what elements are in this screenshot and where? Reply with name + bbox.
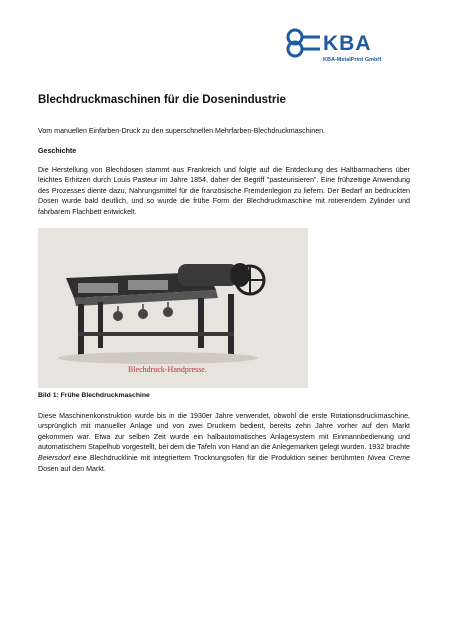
paragraph-development-text-b: eine Blechdrucklinie mit integriertem Trocknungsofen für die Produktion seiner berühmten — [70, 453, 368, 462]
hand-press-illustration-icon — [38, 228, 308, 388]
paragraph-development — [38, 411, 410, 475]
figure-early-press — [38, 228, 308, 388]
kba-logo — [285, 28, 410, 70]
paragraph-development-text-c: Dosen auf den Markt. — [38, 464, 106, 473]
logo-subtitle: KBA-MetalPrint GmbH — [323, 57, 382, 63]
section-heading: Geschichte — [38, 146, 77, 155]
brand-beiersdorf: Beiersdorf — [38, 453, 71, 462]
intro-paragraph: Vom manuellen Einfarben-Druck zu den superschnellen Mehrfarben-Blechdruckmaschinen. — [38, 127, 326, 135]
kba-logo-mark-icon — [285, 28, 321, 58]
product-nivea: Nivea Creme — [367, 453, 410, 462]
image-inscription: Blechdruck-Handpresse. — [128, 364, 207, 374]
logo-brand: KBA — [323, 32, 372, 55]
paragraph-development-text-a: Diese Maschinenkonstruktion wurde bis in die 1930er Jahre verwendet, obwohl die erste Rotationsdruckmaschine, ursprünglich mit manueller Anlage und von zwei Druckern bedient, bereits zehn Jahre vorher auf den Markt gekommen war. Etwa zur selben Zeit wurde ein halbautomatisches Anlagesystem mit Einmannbedienung und automatischem Stapelhub vorgestellt, bei dem die Tafeln von Hand an die Anlegemarken gelegt wurden. 1932 brachte — [38, 411, 410, 452]
figure-caption: Bild 1: Frühe Blechdruckmaschine — [38, 391, 150, 399]
paragraph-history: Die Herstellung von Blechdosen stammt aus Frankreich und folgte auf die Entdeckung des Haltbarmachens über leichtes Erhitzen durch Louis Pasteur im Jahre 1854, daher der Begriff "pasteurisieren". Eine frühzeitige Anwendung des Prozesses diente dazu, Nahrungsmittel für die französische Fremdenlegion zu liefern. Der Bedarf an bedruckten Dosen wurde bald deutlich, und so wurde die frühe Form der Blechdruckmaschine mit rotierendem Zylinder und fahrbarem Flachbett entwickelt. — [38, 165, 410, 216]
document-body — [38, 94, 410, 484]
document-title: Blechdruckmaschinen für die Dosenindustrie — [38, 94, 286, 106]
